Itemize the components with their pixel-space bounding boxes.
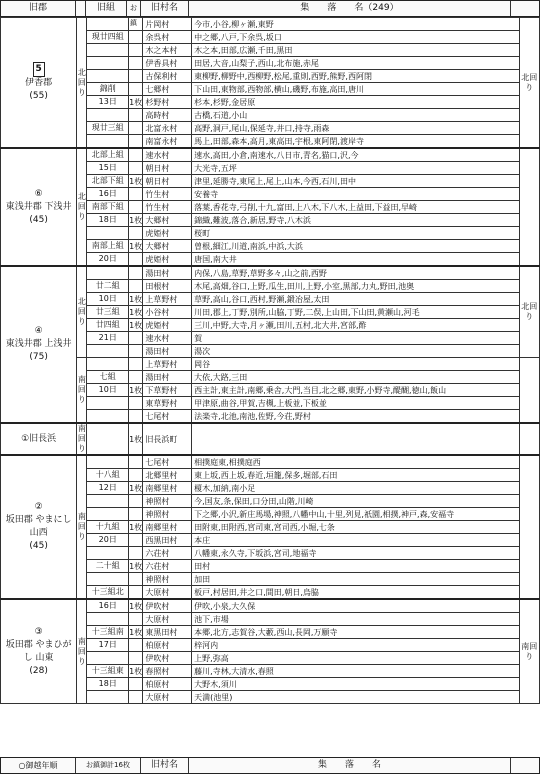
seal-cell: [129, 613, 143, 626]
old-village-cell: 木之本村: [143, 44, 192, 57]
group-cell: 18日: [87, 678, 129, 691]
settlements-cell: 本庄: [192, 534, 519, 547]
group-cell: 15日: [87, 162, 129, 175]
group-cell: [87, 70, 129, 83]
old-village-cell: 南郷里村: [143, 521, 192, 534]
district-cell: [1, 148, 77, 266]
seal-cell: [129, 57, 143, 70]
old-village-cell: 朝日村: [143, 175, 192, 188]
table-footer: [0, 757, 540, 774]
district-mark: ②: [34, 502, 43, 512]
old-village-cell: 北富永村: [143, 122, 192, 135]
settlements-cell: 甲津原,曲谷,甲賀,吉槻,上板並,下板並: [192, 397, 519, 410]
group-cell: 廿三組: [87, 306, 129, 319]
old-village-cell: 速水村: [143, 332, 192, 345]
settlements-cell: 速水,高田,小倉,南速水,八日市,青名,猫口,沢,今: [192, 148, 519, 162]
settlements-cell: 大野木,須川: [192, 678, 519, 691]
group-cell: 現廿四組: [87, 31, 129, 44]
group-cell: 十八組: [87, 469, 129, 482]
group-cell: [87, 410, 129, 424]
route-direction-left: 南回り: [77, 424, 86, 453]
group-cell: 南部下組: [87, 201, 129, 214]
district-count: (45): [29, 541, 48, 551]
route-direction-right: [519, 148, 539, 266]
header-dir: [76, 1, 86, 16]
old-village-cell: 下草野村: [143, 384, 192, 397]
old-village-cell: 湯田村: [143, 345, 192, 358]
settlements-cell: 伊吹,小泉,大久保: [192, 599, 519, 613]
settlements-cell: 田附東,田附西,宮司東,宮司西,小堀,七条: [192, 521, 519, 534]
group-cell: [87, 18, 129, 31]
seal-cell: [129, 135, 143, 149]
district-cell: [1, 18, 77, 149]
group-cell: 廿二組: [87, 280, 129, 293]
route-direction-right: [519, 455, 539, 599]
table-row: [1, 599, 540, 613]
old-village-cell: 伊吹村: [143, 599, 192, 613]
settlements-cell: 本郷,北方,志賀谷,大藪,西山,長岡,万願寺: [192, 626, 519, 639]
table-row: [1, 18, 540, 31]
settlements-cell: 今,国友,条,保田,口分田,山階,川崎: [192, 495, 519, 508]
group-cell: [87, 109, 129, 122]
seal-cell: [129, 691, 143, 704]
old-village-cell: 六荘村: [143, 547, 192, 560]
group-cell: 十三組南: [87, 626, 129, 639]
seal-cell: [129, 266, 143, 280]
group-cell: 10日: [87, 293, 129, 306]
settlements-cell: 大依,大路,三田: [192, 371, 519, 384]
seal-cell: [129, 345, 143, 358]
settlements-cell: 馬上,田部,森本,高月,東高田,宇根,東阿閉,渡岸寺: [192, 135, 519, 149]
group-cell: [87, 455, 129, 469]
old-village-cell: 竹生村: [143, 188, 192, 201]
seal-cell: [129, 586, 143, 600]
old-village-cell: 高時村: [143, 109, 192, 122]
group-cell: 錦削: [87, 83, 129, 96]
settlements-cell: 田村: [192, 560, 519, 573]
seal-cell: 1枚: [129, 483, 143, 493]
old-village-cell: 大原村: [143, 613, 192, 626]
settlements-cell: 津里,延勝寺,東尾上,尾上,山本,今西,石川,田中: [192, 175, 519, 188]
group-cell: [87, 613, 129, 626]
settlements-cell: 唐国,南大井: [192, 253, 519, 267]
seal-cell: [129, 44, 143, 57]
route-direction-left: 南回り: [77, 455, 87, 599]
settlements-cell: 高野,洞戸,尾山,保延寺,井口,持寺,雨森: [192, 122, 519, 135]
seal-cell: [129, 495, 143, 508]
district-cell: [1, 455, 77, 599]
seal-cell: 1枚: [129, 294, 143, 304]
seal-cell: [129, 455, 143, 469]
group-cell: [87, 397, 129, 410]
seal-cell: [129, 397, 143, 410]
group-cell: [87, 227, 129, 240]
route-direction-right: 北回り: [519, 18, 539, 149]
settlements-cell: 西主計,東主計,南郷,乗舎,大門,当目,北之郷,東野,小野寺,醍醐,徳山,飯山: [192, 384, 519, 397]
settlements-cell: 曽根,細江,川道,南浜,中浜,大浜: [192, 240, 519, 253]
settlements-cell: [192, 423, 519, 455]
old-village-cell: 柏原村: [143, 678, 192, 691]
group-cell: 16日: [87, 188, 129, 201]
old-village-cell: 柏原村: [143, 639, 192, 652]
settlements-cell: 賀: [192, 332, 519, 345]
group-cell: 北部上組: [87, 148, 129, 162]
seal-cell: [129, 534, 143, 547]
old-village-cell: 田根村: [143, 280, 192, 293]
group-cell: 七組: [87, 371, 129, 384]
group-cell: 二十組: [87, 560, 129, 573]
seal-cell: 1枚: [129, 666, 143, 676]
seal-cell: [129, 83, 143, 96]
old-village-cell: 神照村: [143, 508, 192, 521]
district-name: 東浅井郡 上浅井: [5, 339, 72, 349]
old-village-cell: 大郷村: [143, 214, 192, 227]
seal-cell: [129, 188, 143, 201]
seal-cell: [129, 639, 143, 652]
district-count: (75): [29, 352, 48, 362]
old-village-cell: 旧長浜町: [143, 423, 192, 455]
settlements-cell: 落葉,香花寺,弓削,十九,富田,上八木,下八木,上益田,下益田,早崎: [192, 201, 519, 214]
district-number-box: 5: [33, 62, 45, 77]
seal-cell: [129, 358, 143, 371]
group-cell: [87, 423, 129, 455]
group-cell: 北部下組: [87, 175, 129, 188]
district-count: (45): [29, 214, 48, 225]
settlements-cell: 下之郷,小沢,新庄馬場,神照,八幡中山,十里,列見,祇園,相撲,神戸,森,安福寺: [192, 508, 519, 521]
settlements-cell: 湯次: [192, 345, 519, 358]
route-direction-left: 北回り: [77, 148, 87, 266]
table-row: [1, 423, 540, 455]
group-cell: 10日: [87, 384, 129, 397]
settlements-cell: 梓河内: [192, 639, 519, 652]
settlements-cell: 天満(池里): [192, 691, 519, 704]
old-village-cell: 上草野村: [143, 358, 192, 371]
route-direction-right: 北回り: [519, 266, 539, 358]
old-village-cell: 小谷村: [143, 306, 192, 319]
group-cell: [87, 573, 129, 586]
seal-cell: [129, 469, 143, 482]
group-cell: 廿四組: [87, 319, 129, 332]
settlements-cell: 木之本,田部,広瀬,千田,黒田: [192, 44, 519, 57]
seal-cell: [129, 70, 143, 83]
seal-cell: 1枚: [129, 241, 143, 251]
old-village-cell: 春照村: [143, 665, 192, 678]
seal-cell: [129, 371, 143, 384]
header-district: 旧郡: [1, 1, 76, 16]
settlements-cell: 錦織,難波,落合,新居,野寺,八木浜: [192, 214, 519, 227]
old-village-cell: 古保利村: [143, 70, 192, 83]
old-village-cell: 神照村: [143, 573, 192, 586]
old-village-cell: 上草野村: [143, 293, 192, 306]
old-village-cell: 虎姫村: [143, 253, 192, 267]
old-village-cell: 竹生村: [143, 201, 192, 214]
old-village-cell: 大原村: [143, 691, 192, 704]
table-row: [1, 148, 540, 162]
group-cell: [87, 345, 129, 358]
settlements-cell: 法楽寺,北池,南池,佐野,今荘,野村: [192, 410, 519, 424]
group-cell: 18日: [87, 214, 129, 227]
settlement-table: [0, 17, 540, 704]
group-cell: 十三組東: [87, 665, 129, 678]
group-cell: 20日: [87, 253, 129, 267]
district-count: (28): [29, 665, 48, 676]
seal-cell: [129, 18, 143, 31]
header-seal: お鎮: [127, 1, 141, 16]
district-cell: [1, 266, 77, 423]
seal-cell: 1枚: [129, 423, 143, 455]
settlements-cell: 今市,小谷,柳ヶ瀬,東野: [192, 18, 519, 31]
seal-cell: 1枚: [129, 561, 143, 571]
district-count: (55): [29, 91, 48, 101]
group-cell: 16日: [87, 599, 129, 613]
seal-cell: [129, 253, 143, 267]
settlements-cell: 木尾,高畑,谷口,上野,瓜生,田川,上野,小室,黒部,力丸,野田,池奥: [192, 280, 519, 293]
seal-cell: [129, 410, 143, 424]
district-name: 伊香郡: [25, 78, 53, 88]
district-name: 坂田郡 やまひがし 山東: [5, 639, 72, 663]
district-cell: [1, 599, 77, 704]
group-cell: 17日: [87, 639, 129, 652]
old-village-cell: 七尾村: [143, 410, 192, 424]
old-village-cell: 東草野村: [143, 397, 192, 410]
seal-cell: 1枚: [129, 385, 143, 395]
seal-cell: [129, 122, 143, 135]
group-cell: [87, 266, 129, 280]
old-village-cell: 東黒田村: [143, 626, 192, 639]
seal-cell: [129, 508, 143, 521]
settlements-cell: 榎木,加納,南小足: [192, 482, 519, 495]
seal-cell: [129, 573, 143, 586]
seal-cell: [129, 31, 143, 44]
old-village-cell: 湯田村: [143, 371, 192, 384]
old-village-cell: 北郷里村: [143, 469, 192, 482]
district-mark: [3, 62, 74, 77]
old-village-cell: 虎姫村: [143, 227, 192, 240]
header-settlements: 集 落 名（249）: [189, 1, 511, 16]
old-village-cell: 速水村: [143, 148, 192, 162]
group-cell: 南部上組: [87, 240, 129, 253]
group-cell: 現廿三組: [87, 122, 129, 135]
group-cell: [87, 135, 129, 149]
group-cell: [87, 547, 129, 560]
old-village-cell: 大郷村: [143, 240, 192, 253]
group-cell: 十三組北: [87, 586, 129, 600]
old-village-cell: 杉野村: [143, 96, 192, 109]
table-row: [1, 455, 540, 469]
route-direction-left: 北回り: [77, 18, 87, 149]
settlements-cell: 東柳野,柳野中,西柳野,松尾,重則,西野,熊野,西阿閉: [192, 70, 519, 83]
settlements-cell: 加田: [192, 573, 519, 586]
group-cell: [87, 57, 129, 70]
district-name: 東浅井郡 下浅井: [5, 201, 72, 212]
district-mark: ⑥: [34, 188, 43, 199]
seal-cell: [129, 652, 143, 665]
seal-cell: [129, 227, 143, 240]
district-mark: ④: [34, 326, 43, 336]
district-name: ①旧長浜: [21, 433, 57, 444]
group-cell: [87, 652, 129, 665]
seal-cell: 1枚: [129, 320, 143, 330]
settlements-cell: 杉本,杉野,金居原: [192, 96, 519, 109]
settlements-cell: 八幡東,永久寺,下坂浜,宮司,地福寺: [192, 547, 519, 560]
footer-settlements: 集 落 名: [189, 758, 511, 773]
group-cell: [87, 691, 129, 704]
settlements-cell: 川田,郡上,丁野,別所,山脇,丁野,二俣,上山田,下山田,黄瀬山,河毛: [192, 306, 519, 319]
group-cell: 12日: [87, 482, 129, 495]
old-village-cell: 伊吹村: [143, 652, 192, 665]
seal-cell: 1枚: [129, 176, 143, 186]
district-name: 坂田郡 やまにし 山西: [5, 515, 72, 538]
group-cell: [87, 508, 129, 521]
route-direction-left: 北回り: [77, 266, 87, 358]
settlements-cell: 大光寺,五坪: [192, 162, 519, 175]
seal-cell: 1枚: [129, 215, 143, 225]
old-village-cell: 片岡村: [143, 18, 192, 31]
old-village-cell: 神照村: [143, 495, 192, 508]
old-village-cell: 六荘村: [143, 560, 192, 573]
district-mark: ③: [34, 626, 43, 637]
settlements-cell: 桜町: [192, 227, 519, 240]
route-direction-right: [519, 423, 539, 455]
group-cell: 20日: [87, 534, 129, 547]
settlements-cell: 古橋,石道,小山: [192, 109, 519, 122]
seal-cell: [129, 148, 143, 162]
settlements-cell: 東上坂,西上坂,春近,垣籠,保多,堀部,石田: [192, 469, 519, 482]
group-cell: 十九組: [87, 521, 129, 534]
table-row: [1, 266, 540, 280]
old-village-cell: 七尾村: [143, 455, 192, 469]
seal-cell: [129, 280, 143, 293]
seal-cell: [129, 678, 143, 691]
seal-cell: [129, 332, 143, 345]
group-cell: [87, 495, 129, 508]
old-village-cell: 南富永村: [143, 135, 192, 149]
settlements-cell: 安養寺: [192, 188, 519, 201]
settlements-cell: 上野,弥高: [192, 652, 519, 665]
settlements-cell: 板戸,村居田,井之口,間田,朝日,烏脇: [192, 586, 519, 600]
seal-cell: 1枚: [129, 522, 143, 532]
old-village-cell: 朝日村: [143, 162, 192, 175]
group-cell: [87, 358, 129, 371]
route-direction-right: 南回り: [519, 599, 539, 704]
footer-district: ○御越年順: [1, 758, 76, 773]
old-village-cell: 余呉村: [143, 31, 192, 44]
seal-cell: [129, 201, 143, 214]
settlements-cell: 田居,大音,山梨子,西山,北布施,赤尾: [192, 57, 519, 70]
header-group: 旧組: [86, 1, 127, 16]
seal-cell: [129, 162, 143, 175]
group-cell: 21日: [87, 332, 129, 345]
settlements-cell: 相撲庭東,相撲庭西: [192, 455, 519, 469]
settlements-cell: 中之郷,八戸,下余呉,坂口: [192, 31, 519, 44]
district-cell: [1, 423, 77, 455]
old-village-cell: 虎姫村: [143, 319, 192, 332]
group-cell: 13日: [87, 96, 129, 109]
old-village-cell: 七郷村: [143, 83, 192, 96]
settlements-cell: 内保,八島,草野,草野多々,山之前,西野: [192, 266, 519, 280]
seal-cell: 1枚: [129, 97, 143, 107]
settlements-cell: 草野,高山,谷口,西村,野瀬,鍛冶屋,太田: [192, 293, 519, 306]
settlements-cell: 三川,中野,大寺,月ヶ瀬,田川,五村,北大井,宮部,酢: [192, 319, 519, 332]
old-village-cell: 南郷里村: [143, 482, 192, 495]
seal-cell: 1枚: [129, 307, 143, 317]
group-cell: [87, 44, 129, 57]
seal-cell: 1枚: [129, 599, 143, 613]
seal-cell: [129, 547, 143, 560]
settlements-cell: 岡谷: [192, 358, 519, 371]
header-old-village: 旧村名: [141, 1, 189, 16]
settlements-cell: 藤川,寺林,大清水,春照: [192, 665, 519, 678]
old-village-cell: 大原村: [143, 586, 192, 600]
settlements-cell: 池下,市場: [192, 613, 519, 626]
old-village-cell: 西黒田村: [143, 534, 192, 547]
footer-seal-total: お鎮御計16枚: [76, 758, 141, 773]
footer-old-village: 旧村名: [141, 758, 189, 773]
settlements-cell: 下山田,東物部,西物部,横山,磯野,布施,高田,唐川: [192, 83, 519, 96]
route-direction-left: 南回り: [77, 599, 87, 704]
route-direction-right: [519, 358, 539, 424]
seal-cell: [129, 109, 143, 122]
table-row: [1, 358, 540, 371]
route-direction-left: 南回り: [77, 358, 87, 424]
seal-cell: 1枚: [129, 627, 143, 637]
old-village-cell: 伊香具村: [143, 57, 192, 70]
old-village-cell: 湯田村: [143, 266, 192, 280]
